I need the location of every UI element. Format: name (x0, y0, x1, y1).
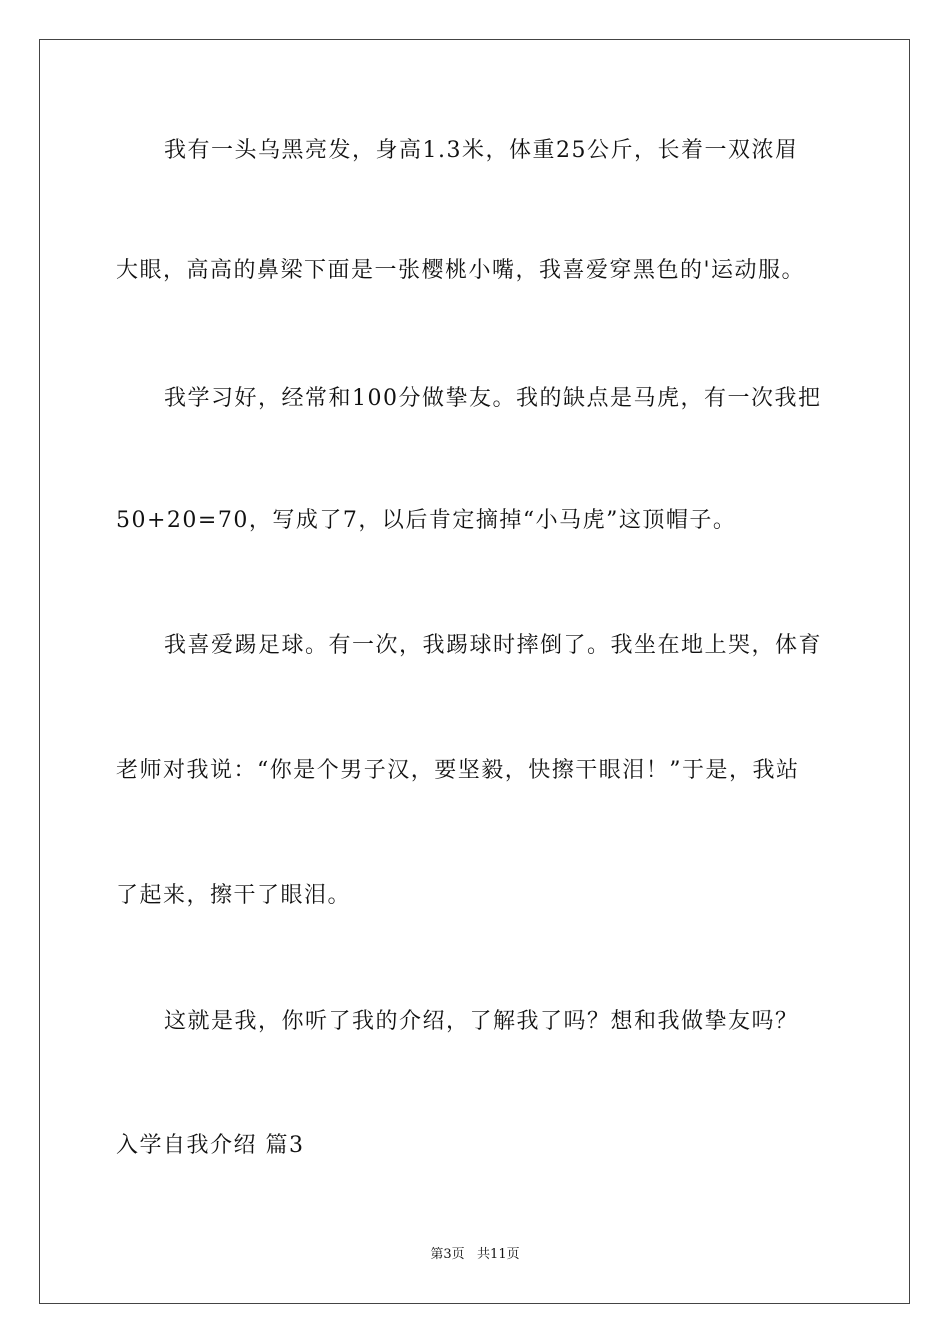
paragraph-2-line-2: 50+20=70，写成了7，以后肯定摘掉“小马虎”这顶帽子。 (116, 508, 737, 533)
paragraph-1-line-1: 我有一头乌黑亮发，身高1.3米，体重25公斤，长着一双浓眉 (164, 138, 799, 163)
section-heading: 入学自我介绍 篇3 (116, 1133, 305, 1158)
paragraph-2-line-1: 我学习好，经常和100分做挚友。我的缺点是马虎，有一次我把 (164, 386, 822, 411)
page-frame (39, 39, 910, 1304)
paragraph-3-line-2: 老师对我说：“你是个男子汉，要坚毅，快擦干眼泪！”于是，我站 (116, 758, 800, 783)
page-number-footer: 第3页 共11页 (430, 1247, 520, 1262)
paragraph-1-line-2: 大眼，高高的鼻梁下面是一张樱桃小嘴，我喜爱穿黑色的'运动服。 (116, 258, 806, 283)
paragraph-3-line-3: 了起来，擦干了眼泪。 (116, 883, 352, 908)
paragraph-4-line-1: 这就是我，你听了我的介绍，了解我了吗？想和我做挚友吗？ (164, 1009, 799, 1034)
paragraph-3-line-1: 我喜爱踢足球。有一次，我踢球时摔倒了。我坐在地上哭，体育 (164, 633, 823, 658)
